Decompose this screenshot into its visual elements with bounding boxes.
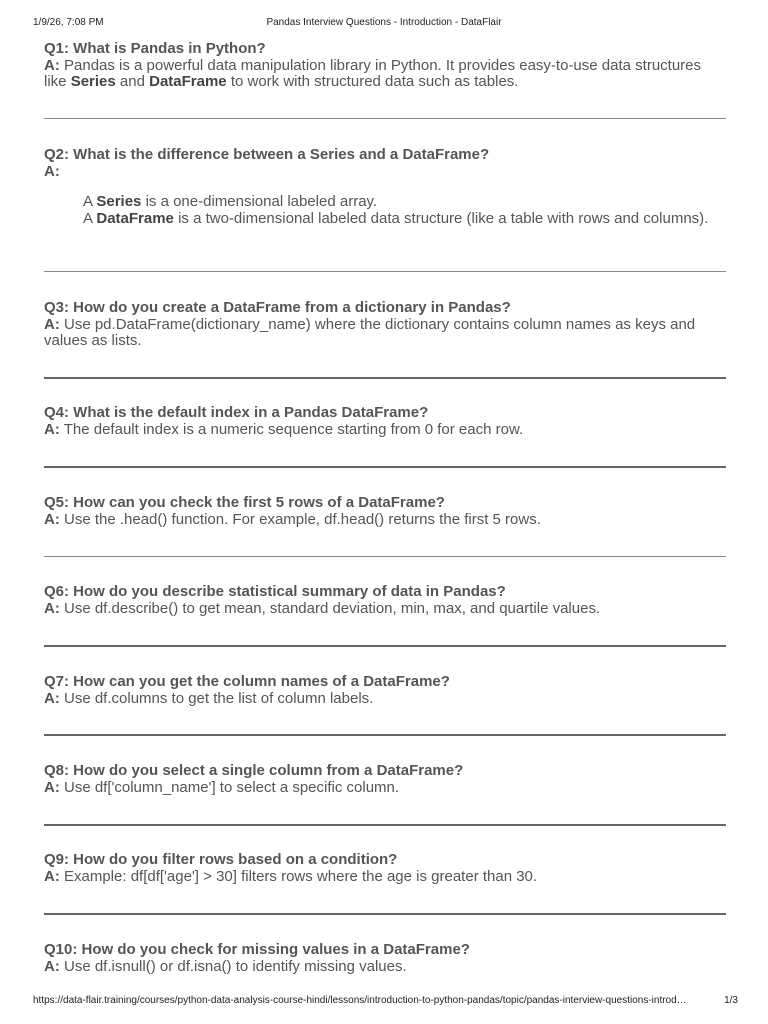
divider xyxy=(44,556,726,557)
divider xyxy=(44,377,726,379)
answer-text: and xyxy=(115,73,150,90)
answer-term: DataFrame xyxy=(149,73,227,90)
question-6: Q6: How do you describe statistical summary of data in Pandas? xyxy=(44,583,506,600)
answer-text: The default index is a numeric sequence starting from 0 for each row. xyxy=(63,420,524,438)
answer-label: A: xyxy=(44,599,60,617)
question-2: Q2: What is the difference between a Series and a DataFrame? xyxy=(44,146,490,163)
answer-label: A: xyxy=(44,689,60,707)
answer-7 xyxy=(44,691,726,708)
divider xyxy=(44,734,726,736)
answer-term: Series xyxy=(96,193,142,210)
print-header xyxy=(0,17,768,29)
qa-item-1 xyxy=(44,41,726,91)
answer-label: A: xyxy=(44,162,60,180)
answer-list xyxy=(83,194,726,227)
answer-text: Pandas is a powerful data manipulation library in Python. It provides easy-to-use data structures like xyxy=(44,56,702,90)
question-7: Q7: How can you get the column names of a DataFrame? xyxy=(44,673,450,690)
answer-1 xyxy=(44,58,726,91)
answer-text: Use df.isnull() or df.isna() to identify missing values. xyxy=(64,957,407,975)
page-url: https://data-flair.training/courses/python-data-analysis-course-hindi/lessons/introduction-to-python-pandas/topic/pandas-interview-questions-introd… xyxy=(33,995,687,1006)
qa-item-7 xyxy=(44,674,726,707)
answer-10 xyxy=(44,959,726,976)
answer-label: A: xyxy=(44,315,60,333)
answer-text: Use df['column_name'] to select a specific column. xyxy=(64,778,400,796)
answer-text: Use pd.DataFrame(dictionary_name) where the dictionary contains column names as keys and values as lists. xyxy=(44,315,696,349)
divider xyxy=(44,118,726,119)
question-1: Q1: What is Pandas in Python? xyxy=(44,40,266,57)
question-9: Q9: How do you filter rows based on a condition? xyxy=(44,851,398,868)
answer-8 xyxy=(44,780,726,797)
qa-item-4 xyxy=(44,405,726,438)
answer-9 xyxy=(44,869,726,886)
print-datetime: 1/9/26, 7:08 PM xyxy=(33,17,104,28)
answer-text: A xyxy=(83,193,97,210)
question-5: Q5: How can you check the first 5 rows of a DataFrame? xyxy=(44,494,445,511)
divider xyxy=(44,645,726,647)
qa-item-8 xyxy=(44,763,726,796)
answer-text: Use df.describe() to get mean, standard deviation, min, max, and quartile values. xyxy=(64,599,601,617)
answer-6 xyxy=(44,601,726,618)
answer-label: A: xyxy=(44,56,60,74)
question-4: Q4: What is the default index in a Pandas DataFrame? xyxy=(44,404,429,421)
question-8: Q8: How do you select a single column from a DataFrame? xyxy=(44,762,464,779)
qa-item-3 xyxy=(44,300,726,350)
qa-item-2 xyxy=(44,147,726,227)
qa-item-5 xyxy=(44,495,726,528)
qa-item-6 xyxy=(44,584,726,617)
answer-text: Use df.columns to get the list of column labels. xyxy=(64,689,374,707)
answer-text: A xyxy=(83,209,97,227)
answer-5 xyxy=(44,512,726,529)
answer-text: Use the .head() function. For example, df.head() returns the first 5 rows. xyxy=(64,510,541,528)
list-item xyxy=(83,194,726,211)
question-10: Q10: How do you check for missing values in a DataFrame? xyxy=(44,941,470,958)
answer-text: to work with structured data such as tables. xyxy=(226,73,519,90)
answer-4 xyxy=(44,422,726,439)
answer-text: is a one-dimensional labeled array. xyxy=(141,193,378,210)
page-number: 1/3 xyxy=(724,995,738,1006)
answer-3 xyxy=(44,317,726,350)
divider xyxy=(44,913,726,915)
answer-label: A: xyxy=(44,867,60,885)
page-title: Pandas Interview Questions - Introduction - DataFlair xyxy=(266,17,502,28)
question-3: Q3: How do you create a DataFrame from a dictionary in Pandas? xyxy=(44,299,511,316)
qa-item-10 xyxy=(44,942,726,975)
answer-text: is a two-dimensional labeled data structure (like a table with rows and columns). xyxy=(173,209,709,227)
qa-item-9 xyxy=(44,852,726,885)
divider xyxy=(44,271,726,272)
answer-label: A: xyxy=(44,420,60,438)
answer-label: A: xyxy=(44,510,60,528)
answer-term: DataFrame xyxy=(96,209,174,227)
answer-2 xyxy=(44,164,726,181)
divider xyxy=(44,466,726,468)
list-item xyxy=(83,211,726,228)
answer-term: Series xyxy=(70,73,116,90)
answer-text: Example: df[df['age'] > 30] filters rows where the age is greater than 30. xyxy=(64,867,538,885)
divider xyxy=(44,824,726,826)
answer-label: A: xyxy=(44,957,60,975)
answer-label: A: xyxy=(44,778,60,796)
print-footer xyxy=(0,995,768,1007)
